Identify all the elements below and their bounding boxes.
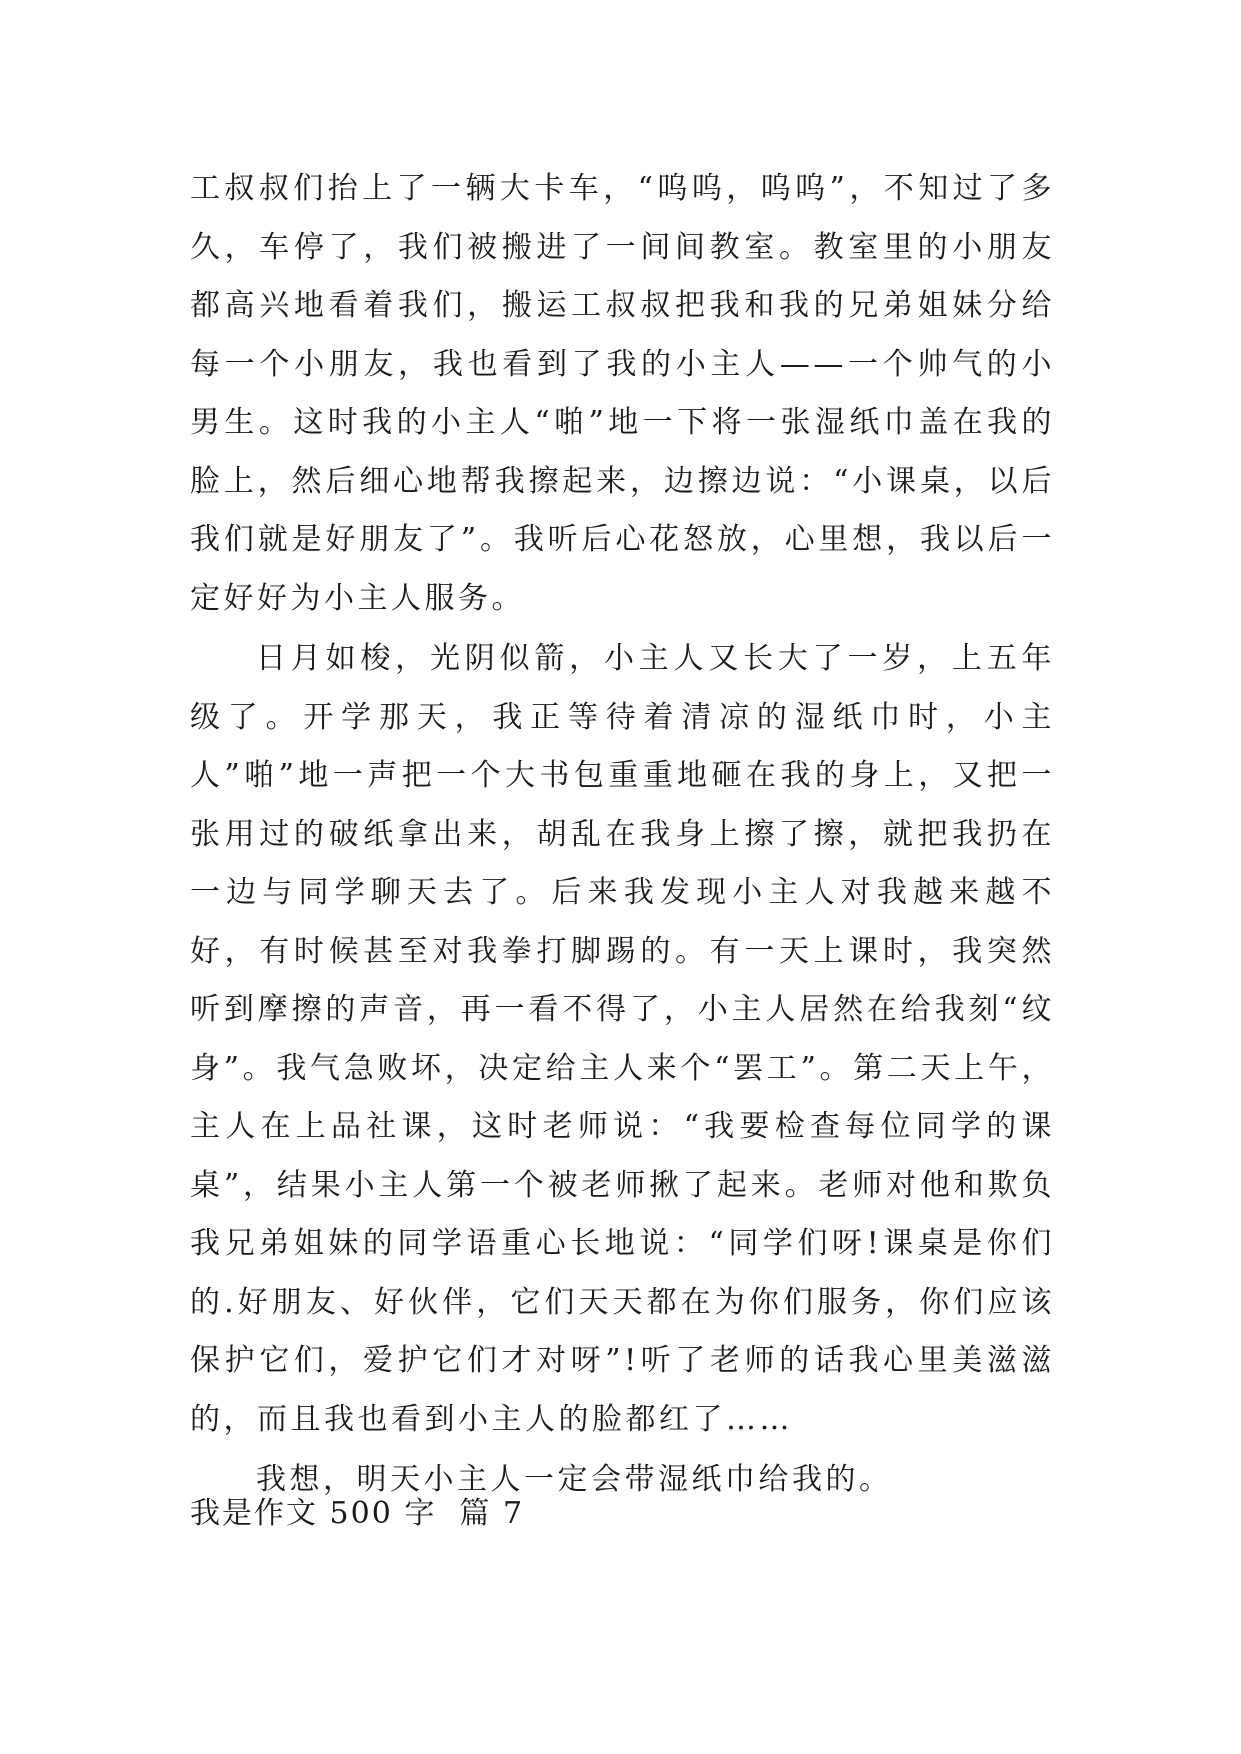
paragraph-continuation: 工叔叔们抬上了一辆大卡车，“呜呜，呜呜”，不知过了多久，车停了，我们被搬进了一间间教室。教室里的小朋友都高兴地看着我们，搬运工叔叔把我和我的兄弟姐妹分给每一个小朋友，我也看到了我的小主人——一个帅气的小男生。这时我的小主人“啪”地一下将一张湿纸巾盖在我的脸上，然后细心地帮我擦起来，边擦边说：“小课桌，以后我们就是好朋友了”。我听后心花怒放，心里想，我以后一定好好为小主人服务。: [190, 171, 1055, 616]
section-heading: 我是作文 500 字 篇 7: [190, 1496, 525, 1531]
essay-body: [190, 160, 1055, 1510]
paragraph-closing: 我想，明天小主人一定会带湿纸巾给我的。: [256, 1462, 893, 1497]
paragraph-second: 日月如梭，光阴似箭，小主人又长大了一岁，上五年级了。开学那天，我正等待着清凉的湿纸巾时，小主人”啪”地一声把一个大书包重重地砸在我的身上，又把一张用过的破纸拿出来，胡乱在我身上擦了擦，就把我扔在一边与同学聊天去了。后来我发现小主人对我越来越不好，有时候甚至对我拳打脚踢的。有一天上课时，我突然听到摩擦的声音，再一看不得了，小主人居然在给我刻“纹身”。我气急败坏，决定给主人来个“罢工”。第二天上午，主人在上品社课，这时老师说：“我要检查每位同学的课桌”，结果小主人第一个被老师揪了起来。老师对他和欺负我兄弟姐妹的同学语重心长地说：“同学们呀!课桌是你们的.好朋友、好伙伴，它们天天都在为你们服务，你们应该保护它们，爱护它们才对呀”!听了老师的话我心里美滋滋的，而且我也看到小主人的脸都红了……: [190, 641, 1055, 1437]
